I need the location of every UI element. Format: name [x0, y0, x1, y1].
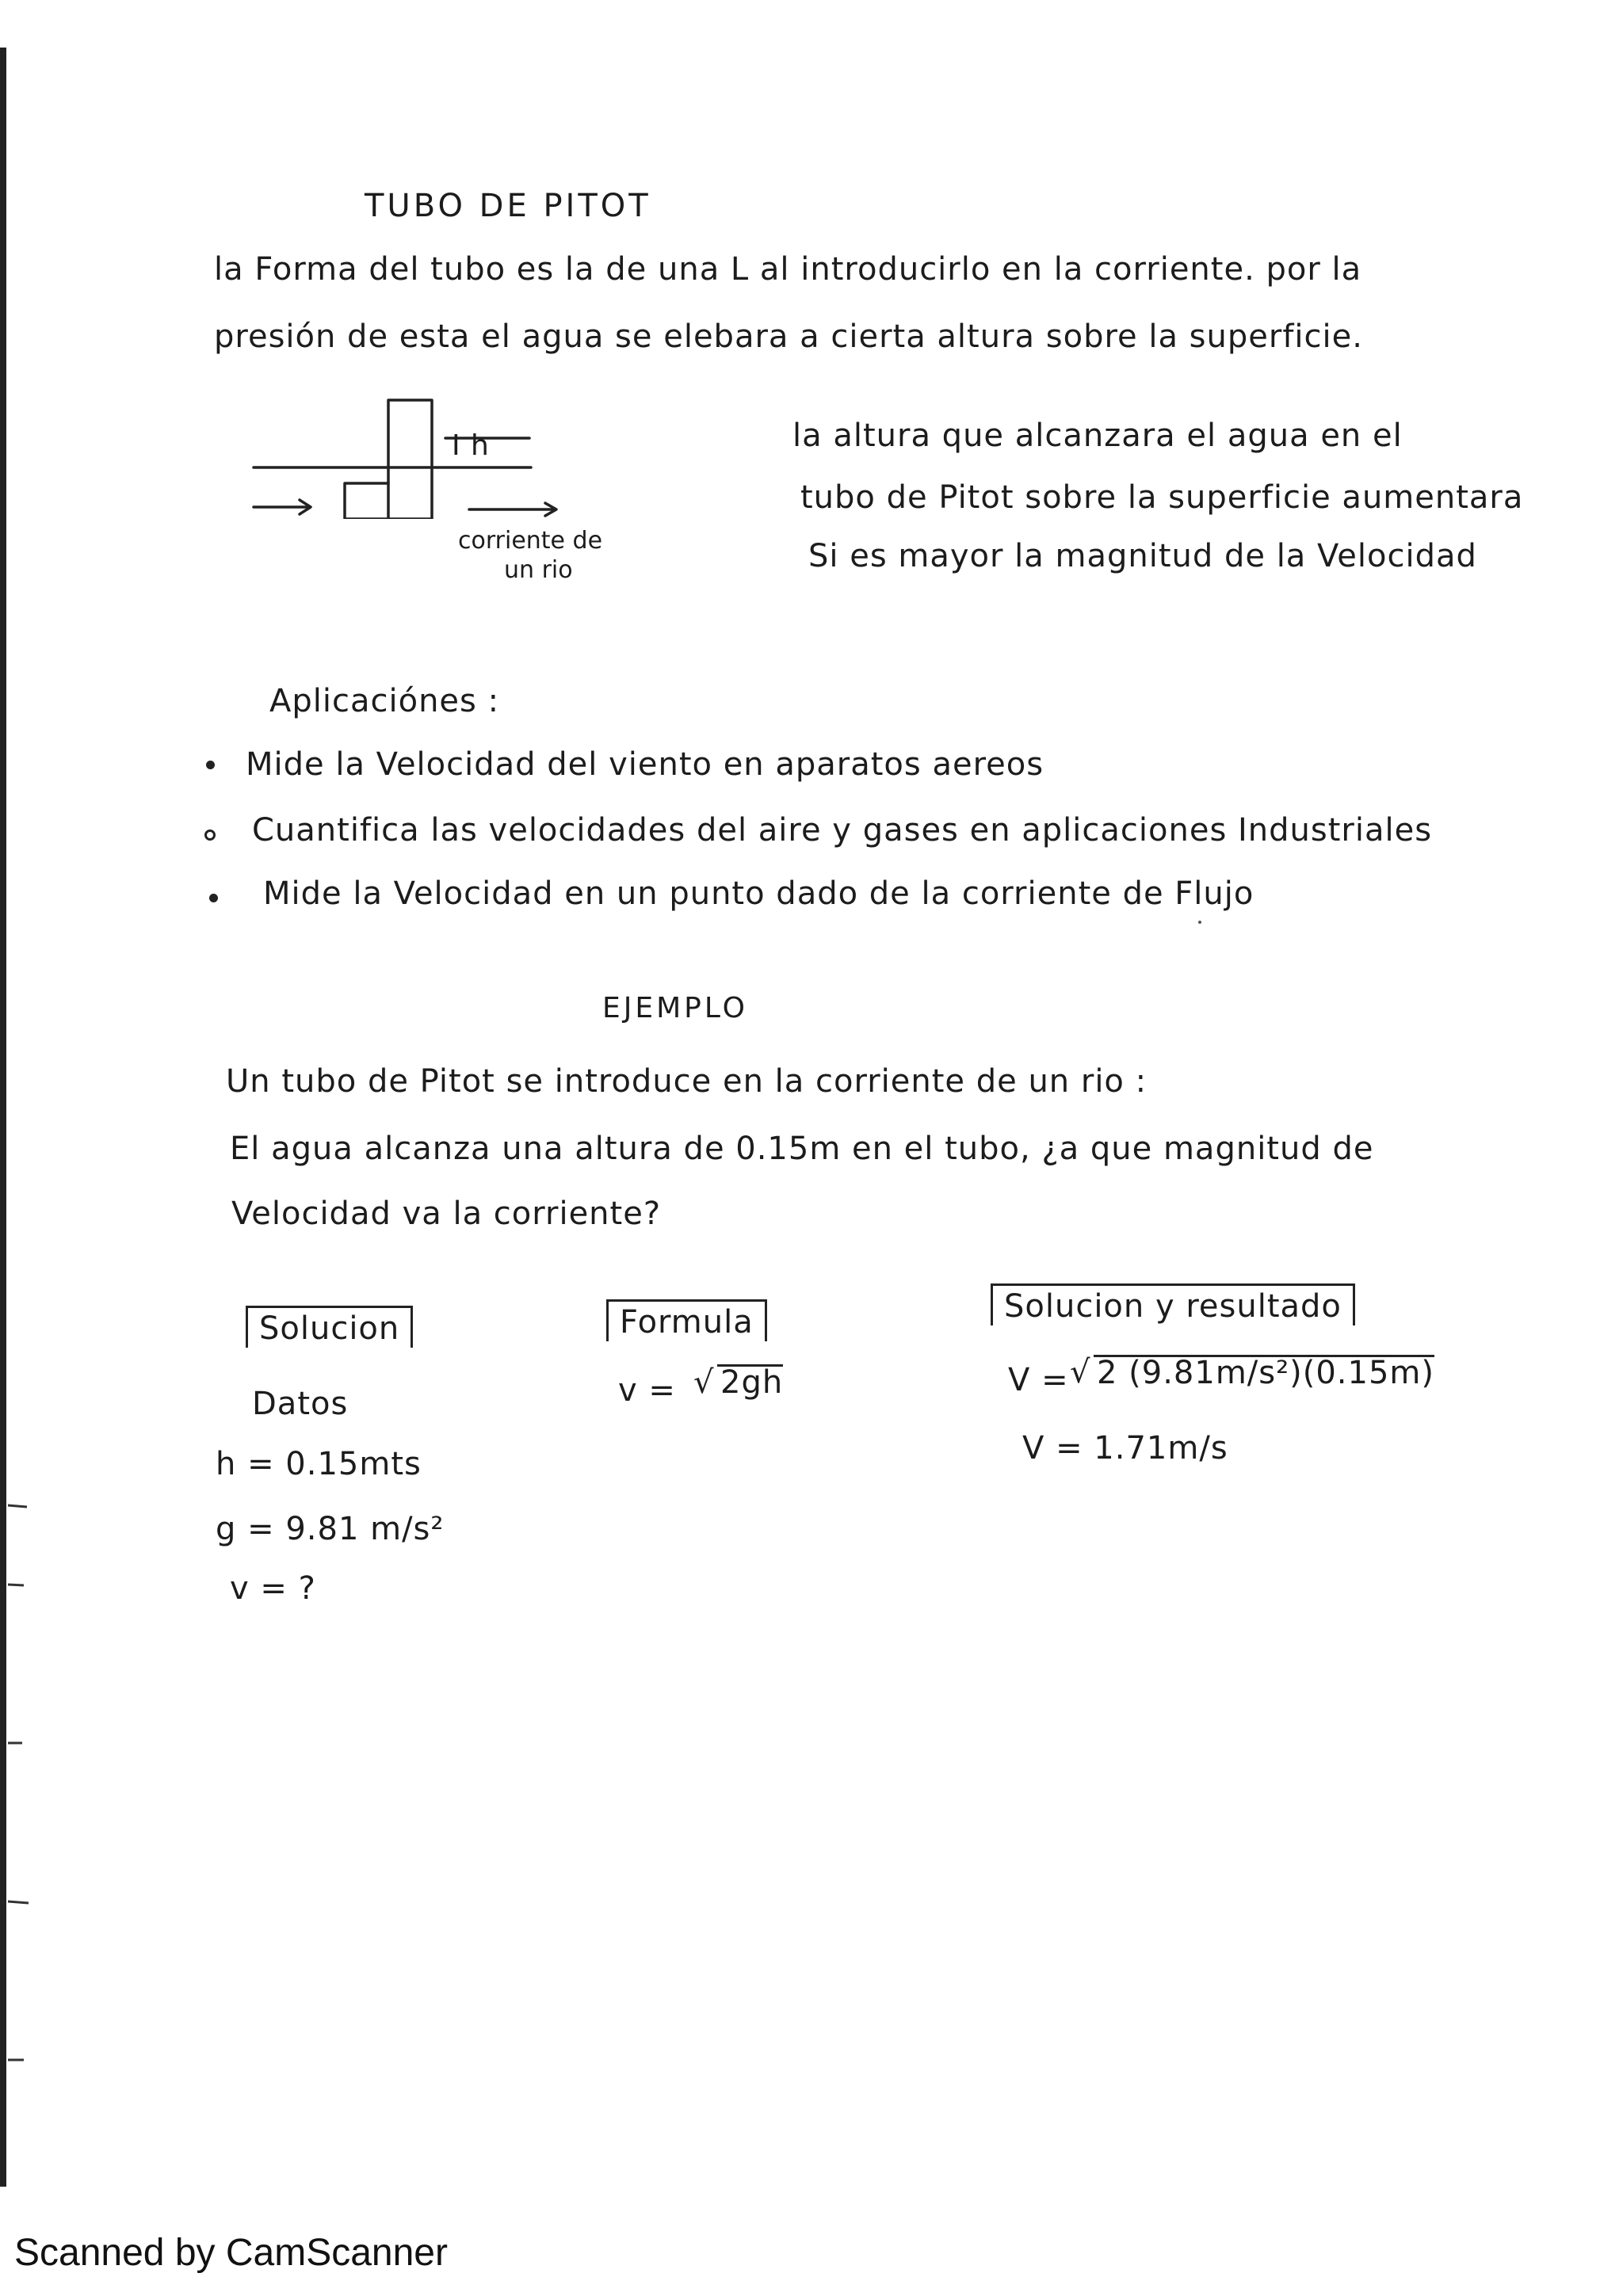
side-text-line-3: Si es mayor la magnitud de la Velocidad [808, 538, 1477, 574]
page-title: TUBO DE PITOT [365, 188, 651, 224]
result-answer: V = 1.71m/s [1022, 1430, 1228, 1466]
result-lhs: V = [1008, 1362, 1069, 1398]
formula-label: Formula [606, 1299, 767, 1341]
pitot-tube-diagram [238, 392, 571, 519]
result-label: Solucion y resultado [991, 1283, 1355, 1325]
application-item-2: Cuantifica las velocidades del aire y gases en aplicaciones Industriales [252, 812, 1433, 849]
given-h: h = 0.15mts [216, 1446, 422, 1482]
stray-dot [1198, 921, 1201, 924]
bullet-3 [209, 894, 218, 902]
bullet-2 [204, 830, 216, 841]
camscanner-footer: Scanned by CamScanner [14, 2232, 448, 2274]
scan-edge-marks [0, 0, 32, 2296]
result-sqrt-sign: √ [1070, 1354, 1091, 1390]
given-g: g = 9.81 m/s² [216, 1511, 445, 1547]
application-item-3: Mide la Velocidad en un punto dado de la corriente de Flujo [263, 875, 1254, 912]
bullet-1 [206, 761, 215, 769]
application-item-1: Mide la Velocidad del viento en aparatos aereos [246, 746, 1044, 783]
diagram-caption-line-2: un rio [504, 556, 573, 584]
example-heading: EJEMPLO [602, 992, 748, 1024]
example-line-2: El agua alcanza una altura de 0.15m en el tubo, ¿a que magnitud de [230, 1131, 1374, 1167]
side-text-line-2: tubo de Pitot sobre la superficie aumentara [800, 479, 1524, 516]
intro-line-2: presión de esta el agua se elebara a cierta altura sobre la superficie. [214, 318, 1363, 355]
applications-heading: Aplicaciónes : [269, 683, 500, 719]
intro-line-1: la Forma del tubo es la de una L al introducirlo en la corriente. por la [214, 251, 1362, 288]
example-line-3: Velocidad va la corriente? [231, 1196, 662, 1232]
unknown-v: v = ? [230, 1570, 316, 1607]
formula-lhs: v = [618, 1372, 676, 1409]
diagram-caption-line-1: corriente de [458, 527, 603, 555]
side-text-line-1: la altura que alcanzara el agua en el [792, 418, 1403, 454]
data-label: Datos [252, 1386, 349, 1422]
height-label: I h [452, 429, 490, 462]
formula-sqrt-sign: √ [693, 1364, 715, 1401]
formula-radicand: 2gh [717, 1364, 783, 1398]
solution-label: Solucion [246, 1306, 413, 1348]
result-radicand: 2 (9.81m/s²)(0.15m) [1094, 1355, 1434, 1389]
example-line-1: Un tubo de Pitot se introduce en la corriente de un rio : [226, 1063, 1148, 1100]
